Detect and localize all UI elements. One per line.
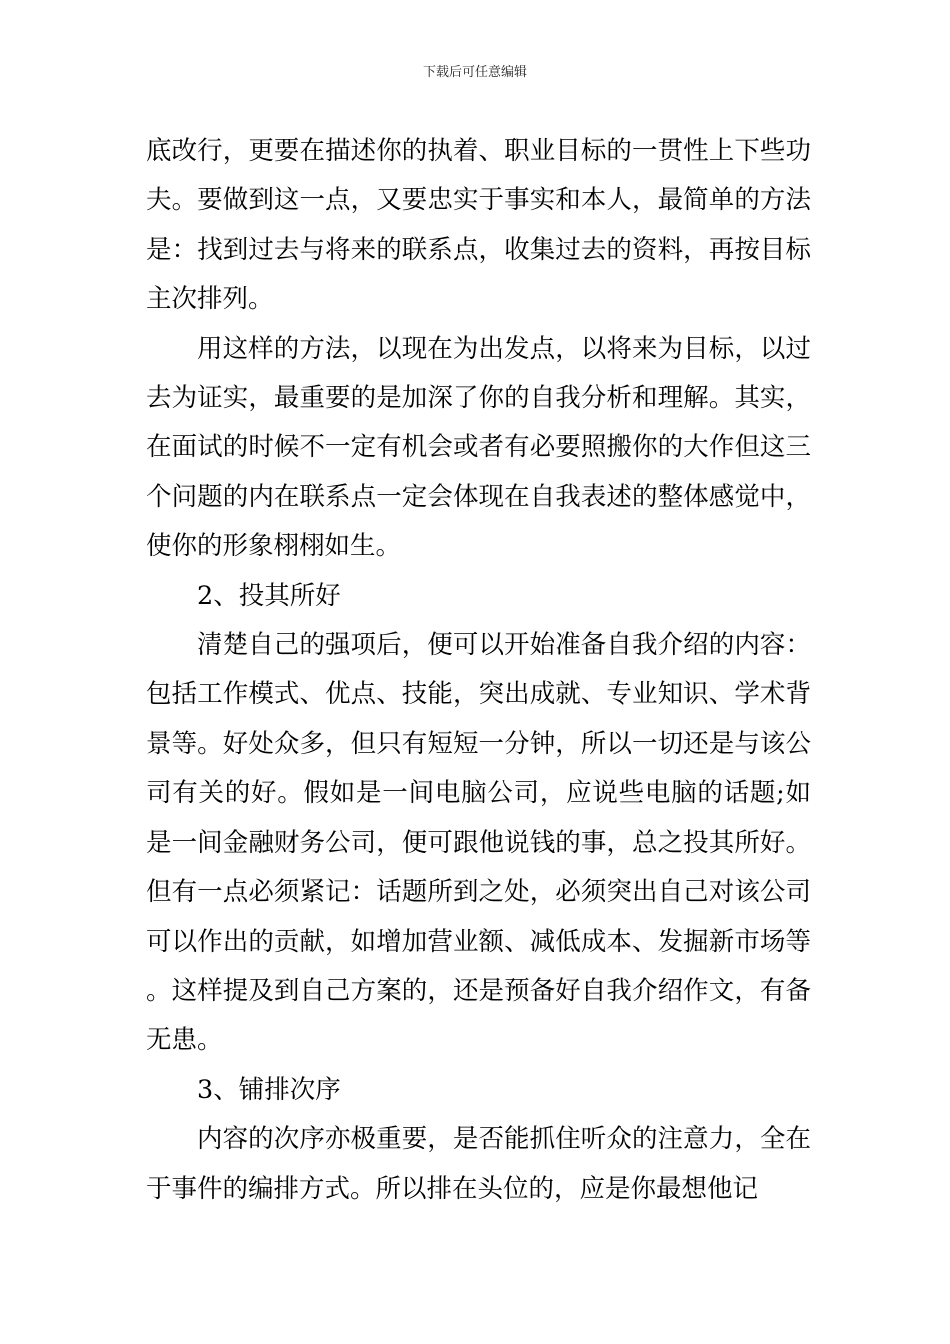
section-heading-2: 2、投其所好: [197, 580, 341, 611]
paragraph-2: 用这样的方法，以现在为出发点，以将来为目标，以过去为证实，最重要的是加深了你的自我分析和理解。其实，在面试的时候不一定有机会或者有必要照搬你的大作但这三个问题的内在联系点一定会体现在自我表述的整体感觉中，使你的形象栩栩如生。: [146, 333, 811, 562]
paragraph-3: 清楚自己的强项后，便可以开始准备自我介绍的内容：包括工作模式、优点、技能，突出成就、专业知识、学术背景等。好处众多，但只有短短一分钟，所以一切还是与该公司有关的好。假如是一间电脑公司，应说些电脑的话题;如是一间金融财务公司，便可跟他说钱的事，总之投其所好。但有一点必须紧记：话题所到之处，必须突出自己对该公司可以作出的贡献，如增加营业额、减低成本、发掘新市场等。这样提及到自己方案的，还是预备好自我介绍作文，有备无患。: [146, 630, 811, 1056]
document-body: [146, 127, 811, 1214]
section-heading-3: 3、铺排次序: [197, 1074, 341, 1105]
paragraph-4: 内容的次序亦极重要，是否能抓住听众的注意力，全在于事件的编排方式。所以排在头位的，应是你最想他记: [146, 1124, 811, 1204]
page-header: 下载后可任意编辑: [422, 65, 527, 80]
paragraph-1: 底改行，更要在描述你的执着、职业目标的一贯性上下些功夫。要做到这一点，又要忠实于事实和本人，最简单的方法是：找到过去与将来的联系点，收集过去的资料，再按目标主次排列。: [146, 136, 811, 315]
